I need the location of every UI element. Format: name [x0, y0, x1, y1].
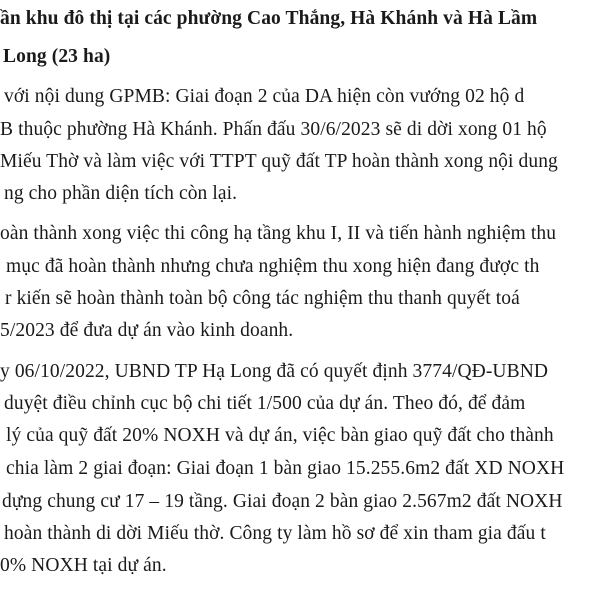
paragraph-line: y 06/10/2022, UBND TP Hạ Long đã có quyết định 3774/QĐ-UBND	[0, 361, 549, 382]
paragraph-line: lý của quỹ đất 20% NOXH và dự án, việc bàn giao quỹ đất cho thành	[6, 425, 554, 446]
paragraph-line: mục đã hoàn thành nhưng chưa nghiệm thu xong hiện đang được th	[6, 256, 540, 277]
paragraph-line: oàn thành xong việc thi công hạ tầng khu I, II và tiến hành nghiệm thu	[0, 223, 557, 244]
heading-line-2: Long (23 ha)	[3, 46, 111, 67]
heading-line-1: ần khu đô thị tại các phường Cao Thắng, Hà Khánh và Hà Lầm	[0, 8, 538, 29]
paragraph-line: hoàn thành di dời Miếu thờ. Công ty làm hồ sơ để xin tham gia đấu t	[4, 523, 546, 544]
paragraph-line: r kiến sẽ hoàn thành toàn bộ công tác nghiệm thu thanh quyết toá	[5, 288, 520, 309]
paragraph-line: 0% NOXH tại dự án.	[0, 555, 167, 576]
paragraph-line: Miếu Thờ và làm việc với TTPT quỹ đất TP hoàn thành xong nội dung	[0, 151, 558, 172]
paragraph-line: ng cho phần diện tích còn lại.	[4, 183, 238, 204]
paragraph-line: 5/2023 để đưa dự án vào kinh doanh.	[0, 320, 294, 341]
paragraph-line: dựng chung cư 17 – 19 tầng. Giai đoạn 2 bàn giao 2.567m2 đất NOXH	[2, 491, 563, 512]
paragraph-line: với nội dung GPMB: Giai đoạn 2 của DA hiện còn vướng 02 hộ d	[4, 86, 525, 107]
paragraph-line: chia làm 2 giai đoạn: Giai đoạn 1 bàn giao 15.255.6m2 đất XD NOXH	[6, 458, 565, 479]
paragraph-line: B thuộc phường Hà Khánh. Phấn đấu 30/6/2023 sẽ di dời xong 01 hộ	[0, 119, 547, 140]
paragraph-line: duyệt điều chỉnh cục bộ chi tiết 1/500 của dự án. Theo đó, để đảm	[4, 393, 526, 414]
